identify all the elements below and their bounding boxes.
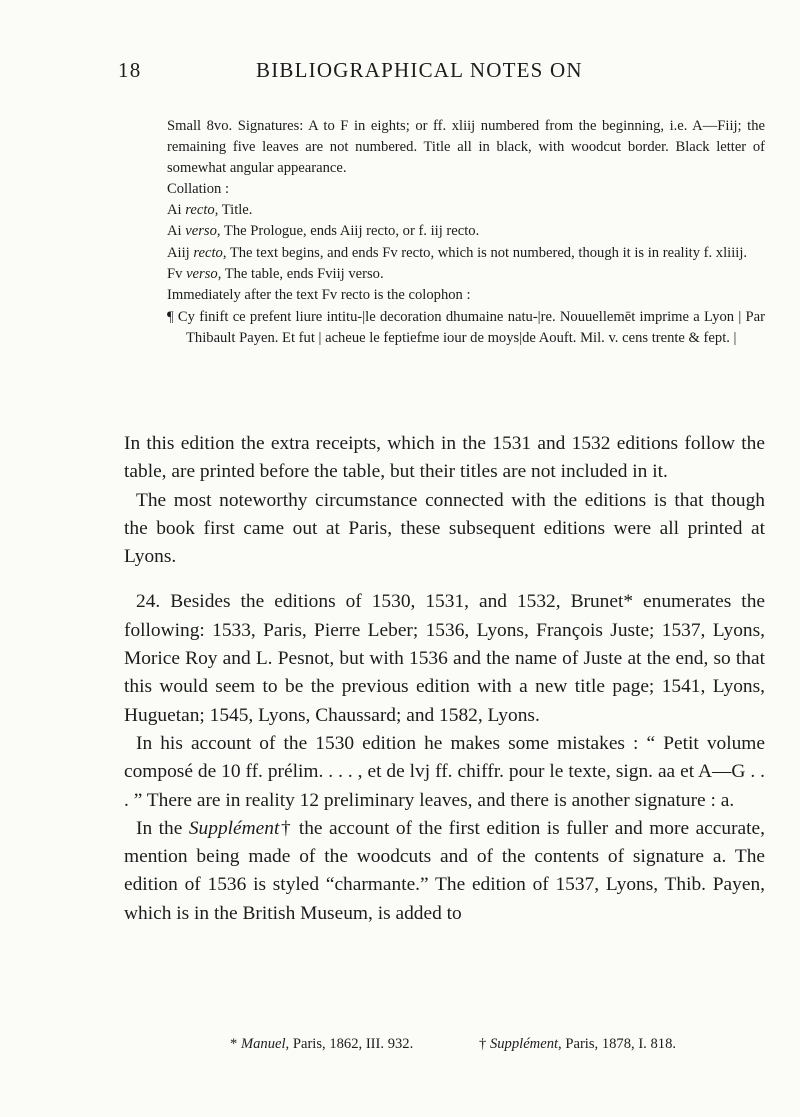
colophon-text: ¶ Cy finift ce prefent liure intitu-|le decoration dhumaine natu-|re. Nouuellemēt imprime a Lyon | Par Thibault Payen. Et fut | acheue le feptiefme iour de moys|de Aouft. Mil. v. cens trente & fept. | [167, 308, 765, 346]
colophon-intro: Immediately after the text Fv recto is the colophon : [167, 286, 471, 303]
description-intro: Small 8vo. Signatures: A to F in eights; or ff. xliij numbered from the beginning, i.e. A—Fiij; the remaining five leaves are not numbered. Title all in black, with woodcut border. Black letter of somewhat angular appearance. [167, 118, 765, 177]
collation-entry: Fv verso, The table, ends Fviij verso. [167, 265, 384, 282]
bibliographic-description [167, 116, 765, 349]
paragraph: In his account of the 1530 edition he makes some mistakes : “ Petit volume composé de 10 ff. prélim. . . . , et de lvj ff. chiffr. pour le texte, sign. aa et A—G . . . ” There are in reality 12 preliminary leaves, and there is another signature : a. [124, 732, 765, 811]
collation-heading: Collation : [167, 181, 230, 198]
running-header [118, 58, 748, 88]
paragraph: 24. Besides the editions of 1530, 1531, and 1532, Brunet* enumerates the following: 1533, Paris, Pierre Leber; 1536, Lyons, François Juste; 1537, Lyons, Morice Roy and L. Pesnot, but with 1536 and the name of Juste at the end, so that this would seem to be the previous edition with a new title page; 1541, Lyons, Huguetan; 1545, Lyons, Chaussard; and 1582, Lyons. [124, 591, 765, 726]
running-title: BIBLIOGRAPHICAL NOTES ON [256, 58, 583, 82]
main-text [124, 430, 765, 928]
footnote: * Manuel, Paris, 1862, III. 932. [230, 1036, 414, 1052]
footnote: † Supplément, Paris, 1878, I. 818. [479, 1036, 677, 1052]
collation-entry: Ai recto, Title. [167, 202, 253, 219]
collation-entry: Aiij recto, The text begins, and ends Fv recto, which is not numbered, though it is in reality f. xliiij. [167, 244, 748, 261]
paragraph: In this edition the extra receipts, which in the 1531 and 1532 editions follow the table, are printed before the table, but their titles are not included in it. [124, 433, 765, 483]
page-number: 18 [118, 58, 142, 82]
collation-entry: Ai verso, The Prologue, ends Aiij recto, or f. iij recto. [167, 223, 480, 240]
paragraph: The most noteworthy circumstance connected with the editions is that though the book first came out at Paris, these subsequent editions were all printed at Lyons. [124, 489, 765, 568]
paragraph: In the Supplément† the account of the first edition is fuller and more accurate, mention being made of the woodcuts and of the contents of signature a. The edition of 1536 is styled “charmante.” The edition of 1537, Lyons, Thib. Payen, which is in the British Museum, is added to [124, 817, 765, 924]
supplement-title: Supplément [188, 817, 280, 839]
